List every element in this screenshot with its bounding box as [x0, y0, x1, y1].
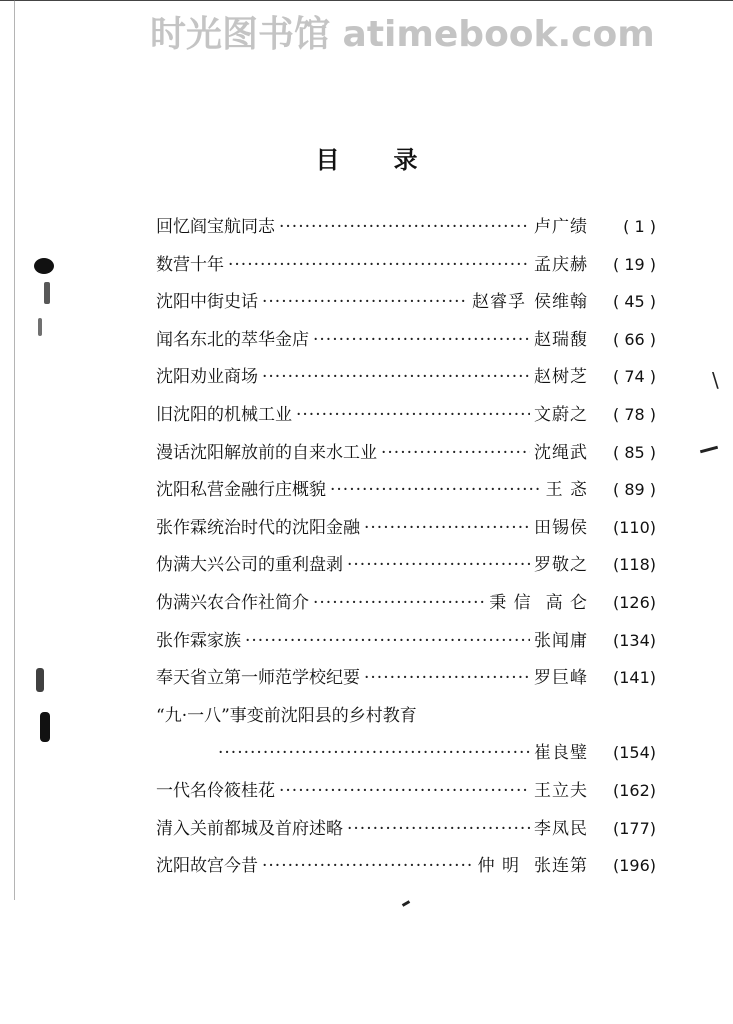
- ink-blot: [36, 668, 44, 692]
- entry-title: 沈阳中街史话: [156, 292, 258, 313]
- entry-coauthor: 仲 明: [477, 856, 520, 877]
- entry-page: (134): [612, 630, 656, 650]
- top-edge-line: [0, 0, 733, 1]
- page-spine-shadow: [14, 0, 15, 900]
- toc-entry: [156, 550, 656, 588]
- entry-page: ( 66 ): [612, 329, 656, 349]
- entry-author: 张闻庸: [534, 630, 588, 651]
- leader-dots: [245, 631, 530, 651]
- toc-entry: [156, 287, 656, 325]
- entry-page: ( 85 ): [612, 442, 656, 462]
- entry-author: 王立夫: [534, 780, 588, 801]
- leader-dots: [330, 480, 542, 500]
- entry-author: 罗巨峰: [534, 668, 588, 689]
- toc-entry: [156, 588, 656, 626]
- leader-dots: [313, 593, 485, 613]
- leader-dots: [296, 405, 530, 425]
- ink-blot: [38, 318, 42, 336]
- entry-page: ( 45 ): [612, 292, 656, 312]
- entry-page: (196): [612, 856, 656, 876]
- entry-author: 崔良璧: [534, 743, 588, 764]
- toc-entry: [156, 776, 656, 814]
- toc-entry: [156, 513, 656, 551]
- toc-entry: [156, 362, 656, 400]
- entry-author: 张连第: [534, 856, 588, 877]
- entry-author: 卢广绩: [534, 217, 588, 237]
- stray-mark: [700, 446, 718, 454]
- entry-title: 沈阳故宫今昔: [156, 856, 258, 877]
- toc-entry: [156, 663, 656, 701]
- leader-dots: [347, 555, 530, 575]
- entry-title: 闻名东北的萃华金店: [156, 329, 309, 350]
- leader-dots: [364, 518, 530, 538]
- toc-entry: [156, 475, 656, 513]
- entry-page: ( 1 ): [623, 217, 656, 236]
- leader-dots: [279, 217, 530, 237]
- leader-dots: [279, 781, 530, 801]
- toc-entry: [156, 814, 656, 852]
- entry-author: 侯维翰: [534, 292, 588, 313]
- ink-blot: [44, 282, 50, 304]
- watermark-text: 时光图书馆 atimebook.com: [150, 14, 655, 55]
- entry-title: 张作霖统治时代的沈阳金融: [156, 517, 360, 538]
- entry-page: ( 89 ): [612, 480, 656, 500]
- entry-author: 文蔚之: [534, 404, 588, 425]
- toc-entry-title-line: [156, 701, 656, 739]
- entry-page: (162): [612, 780, 656, 800]
- entry-page: ( 78 ): [612, 404, 656, 424]
- entry-title: 回忆阎宝航同志: [156, 217, 275, 237]
- entry-title: 伪满兴农合作社简介: [156, 592, 309, 613]
- table-of-contents: [156, 212, 656, 889]
- entry-title: 旧沈阳的机械工业: [156, 404, 292, 425]
- entry-page: (118): [612, 555, 656, 575]
- toc-entry: [156, 626, 656, 664]
- entry-page: ( 19 ): [612, 254, 656, 274]
- entry-title: 伪满大兴公司的重利盘剥: [156, 555, 343, 576]
- entry-author: 李凤民: [534, 818, 588, 839]
- stray-mark: \: [712, 368, 719, 392]
- entry-author: 孟庆赫: [534, 254, 588, 275]
- toc-entry: [156, 851, 656, 889]
- entry-coauthor: 赵睿孚: [472, 292, 526, 313]
- entry-coauthor: 秉 信: [489, 592, 532, 613]
- entry-title: “九·一八”事变前沈阳县的乡村教育: [156, 705, 417, 726]
- entry-author: 高 仑: [545, 592, 588, 613]
- toc-entry: [156, 325, 656, 363]
- entry-author: 田锡侯: [534, 517, 588, 538]
- ink-blot: [34, 258, 54, 274]
- toc-entry: [156, 212, 656, 250]
- toc-entry-continuation: [156, 738, 656, 776]
- entry-title: 沈阳私营金融行庄概貌: [156, 480, 326, 501]
- entry-author: 沈绳武: [534, 442, 588, 463]
- ink-blot: [40, 712, 50, 742]
- entry-page: (154): [612, 743, 656, 763]
- entry-title: 张作霖家族: [156, 630, 241, 651]
- leader-dots: [313, 330, 530, 350]
- entry-title: 一代名伶筱桂花: [156, 780, 275, 801]
- entry-page: (126): [612, 592, 656, 612]
- entry-author: 罗敬之: [534, 555, 588, 576]
- entry-title: 清入关前都城及首府述略: [156, 818, 343, 839]
- leader-dots: [262, 856, 474, 876]
- entry-author: 赵瑞馥: [534, 329, 588, 350]
- entry-page: (141): [612, 668, 656, 688]
- entry-title: 沈阳劝业商场: [156, 367, 258, 388]
- leader-dots: [262, 292, 468, 312]
- entry-title: 奉天省立第一师范学校纪要: [156, 668, 360, 689]
- page-title: 目录: [315, 145, 472, 174]
- entry-title: 数营十年: [156, 254, 224, 275]
- leader-dots: [364, 668, 530, 688]
- entry-author: 王 忞: [545, 480, 588, 501]
- toc-entry: [156, 400, 656, 438]
- leader-dots: [347, 819, 530, 839]
- stray-mark: [402, 900, 410, 907]
- toc-entry: [156, 250, 656, 288]
- leader-dots: [218, 743, 530, 763]
- entry-page: (110): [612, 517, 656, 537]
- entry-page: ( 74 ): [612, 367, 656, 387]
- leader-dots: [381, 443, 530, 463]
- leader-dots: [262, 367, 530, 387]
- leader-dots: [228, 255, 530, 275]
- toc-entry: [156, 438, 656, 476]
- entry-author: 赵树芝: [534, 367, 588, 388]
- entry-title: 漫话沈阳解放前的自来水工业: [156, 442, 377, 463]
- entry-page: (177): [612, 818, 656, 838]
